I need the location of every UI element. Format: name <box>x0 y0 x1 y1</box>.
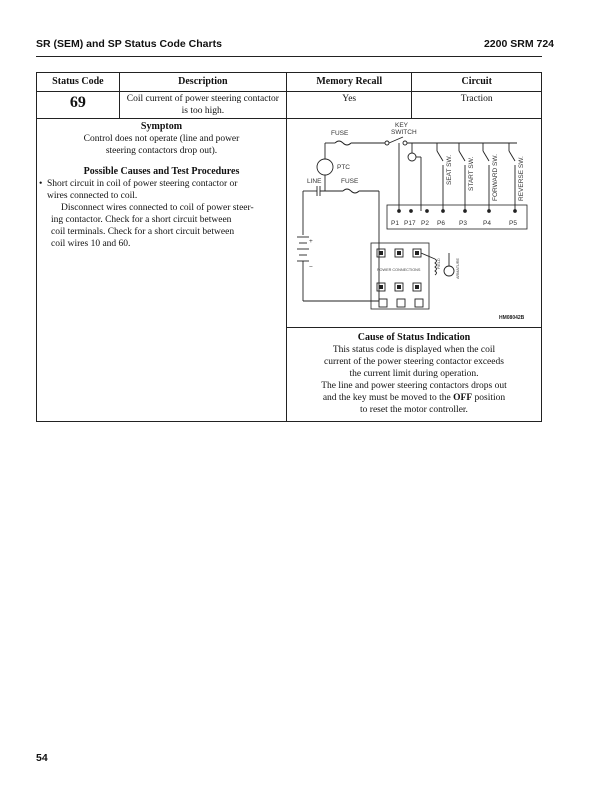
seat-switch <box>437 151 443 161</box>
cause-text-part: position <box>472 393 506 403</box>
fuse-label: FUSE <box>330 130 349 137</box>
switch-label-start: START SW. <box>467 156 475 191</box>
fuse-symbol <box>335 141 351 145</box>
pin-label: P1 <box>390 220 399 227</box>
terminal-dot <box>379 251 383 255</box>
cause-text: the current limit during operation. <box>349 369 479 379</box>
start-switch <box>459 151 465 161</box>
circuit-value: Traction <box>412 92 542 119</box>
test-procedure-line: coil wires 10 and 60. <box>51 239 131 249</box>
power-terminal <box>415 299 423 307</box>
power-terminal <box>379 299 387 307</box>
figure-id: HM08042B <box>498 315 525 321</box>
fuse-label: FUSE <box>340 178 359 185</box>
switch-label-seat: SEAT SW. <box>445 154 453 185</box>
pin <box>398 210 401 213</box>
pin-label: P5 <box>508 220 517 227</box>
symptom-text: Control does not operate (line and power <box>83 134 240 144</box>
wiring-diagram <box>287 119 541 323</box>
col-header-status-code: Status Code <box>37 73 120 92</box>
cause-bullet <box>39 178 284 190</box>
test-procedure-line: coil terminals. Check for a short circuit between <box>51 227 235 237</box>
battery-minus-label: − <box>308 264 313 271</box>
pin-label: P4 <box>482 220 491 227</box>
col-header-memory-recall: Memory Recall <box>286 73 411 92</box>
header-manual-number: 2200 SRM 724 <box>483 38 554 50</box>
power-terminal <box>397 299 405 307</box>
description-line: is too high. <box>181 106 225 116</box>
pin <box>410 210 413 213</box>
cause-bullet-text: Short circuit in coil of power steering contactor or <box>47 179 238 189</box>
detail-row <box>37 119 542 328</box>
pin <box>514 210 517 213</box>
symptom-title: Symptom <box>140 121 183 132</box>
cause-text: This status code is displayed when the coil <box>332 345 496 355</box>
pin <box>464 210 467 213</box>
field-label: FIELD <box>436 258 441 269</box>
description-line: Coil current of power steering contactor <box>126 94 279 104</box>
terminal <box>403 141 407 145</box>
description-cell <box>119 92 286 119</box>
symptom-causes-cell <box>37 119 287 422</box>
bullet-dot: • <box>39 179 43 189</box>
table-header-row <box>37 73 542 92</box>
fuse-symbol <box>343 189 359 193</box>
armature-label: ARMATURE <box>455 257 460 279</box>
status-code-table <box>36 72 542 422</box>
terminal-dot <box>397 285 401 289</box>
terminal-dot <box>415 285 419 289</box>
key-switch-label: SWITCH <box>390 129 417 136</box>
forward-switch <box>483 151 489 161</box>
cause-text: current of the power steering contactor exceeds <box>324 357 504 367</box>
terminal <box>385 141 389 145</box>
switch-label-forward: FORWARD SW. <box>491 154 499 201</box>
page-number: 54 <box>36 752 48 764</box>
ptc-element <box>317 159 333 175</box>
cause-text <box>291 392 537 404</box>
cause-of-status-cell <box>286 328 541 422</box>
reverse-switch <box>509 151 515 161</box>
causes-title: Possible Causes and Test Procedures <box>83 166 240 177</box>
cause-title: Cause of Status Indication <box>357 332 471 343</box>
wire <box>421 253 435 259</box>
cause-text-part: and the key must be moved to the <box>322 393 454 403</box>
symptom-text: steering contactors drop out). <box>105 146 218 156</box>
pin <box>426 210 429 213</box>
cause-bullet-text: wires connected to coil. <box>47 191 138 201</box>
pin <box>442 210 445 213</box>
wiring-diagram-cell <box>286 119 541 328</box>
pin-label: P2 <box>420 220 429 227</box>
terminal-dot <box>379 285 383 289</box>
armature-symbol <box>444 266 454 276</box>
cause-text: The line and power steering contactors drops out <box>321 381 507 391</box>
ptc-label: PTC <box>336 164 350 171</box>
table-row <box>37 92 542 119</box>
status-code-value: 69 <box>37 92 120 119</box>
col-header-circuit: Circuit <box>412 73 542 92</box>
test-procedure-line: Disconnect wires connected to coil of power steer- <box>61 203 254 213</box>
switch-label-reverse: REVERSE SW. <box>517 156 525 201</box>
cause-text: to reset the motor controller. <box>360 405 468 415</box>
pin-label: P6 <box>436 220 445 227</box>
pin <box>488 210 491 213</box>
battery-plus-label: + <box>308 238 313 245</box>
key-switch-blade <box>389 137 403 143</box>
power-connections-label: POWER CONNECTIONS <box>376 268 421 272</box>
indicator <box>408 153 416 161</box>
memory-recall-value: Yes <box>286 92 411 119</box>
terminal-dot <box>397 251 401 255</box>
off-keyword: OFF <box>453 393 473 403</box>
terminal-dot <box>415 251 419 255</box>
header-title: SR (SEM) and SP Status Code Charts <box>36 38 222 50</box>
line-contactor-label: LINE <box>306 178 322 185</box>
pin-label: P17 <box>403 220 416 227</box>
header-divider <box>36 56 542 57</box>
test-procedure-line: ing contactor. Check for a short circuit between <box>51 215 232 225</box>
col-header-description: Description <box>119 73 286 92</box>
pin-label: P3 <box>458 220 467 227</box>
key-switch-label: KEY <box>394 122 408 129</box>
